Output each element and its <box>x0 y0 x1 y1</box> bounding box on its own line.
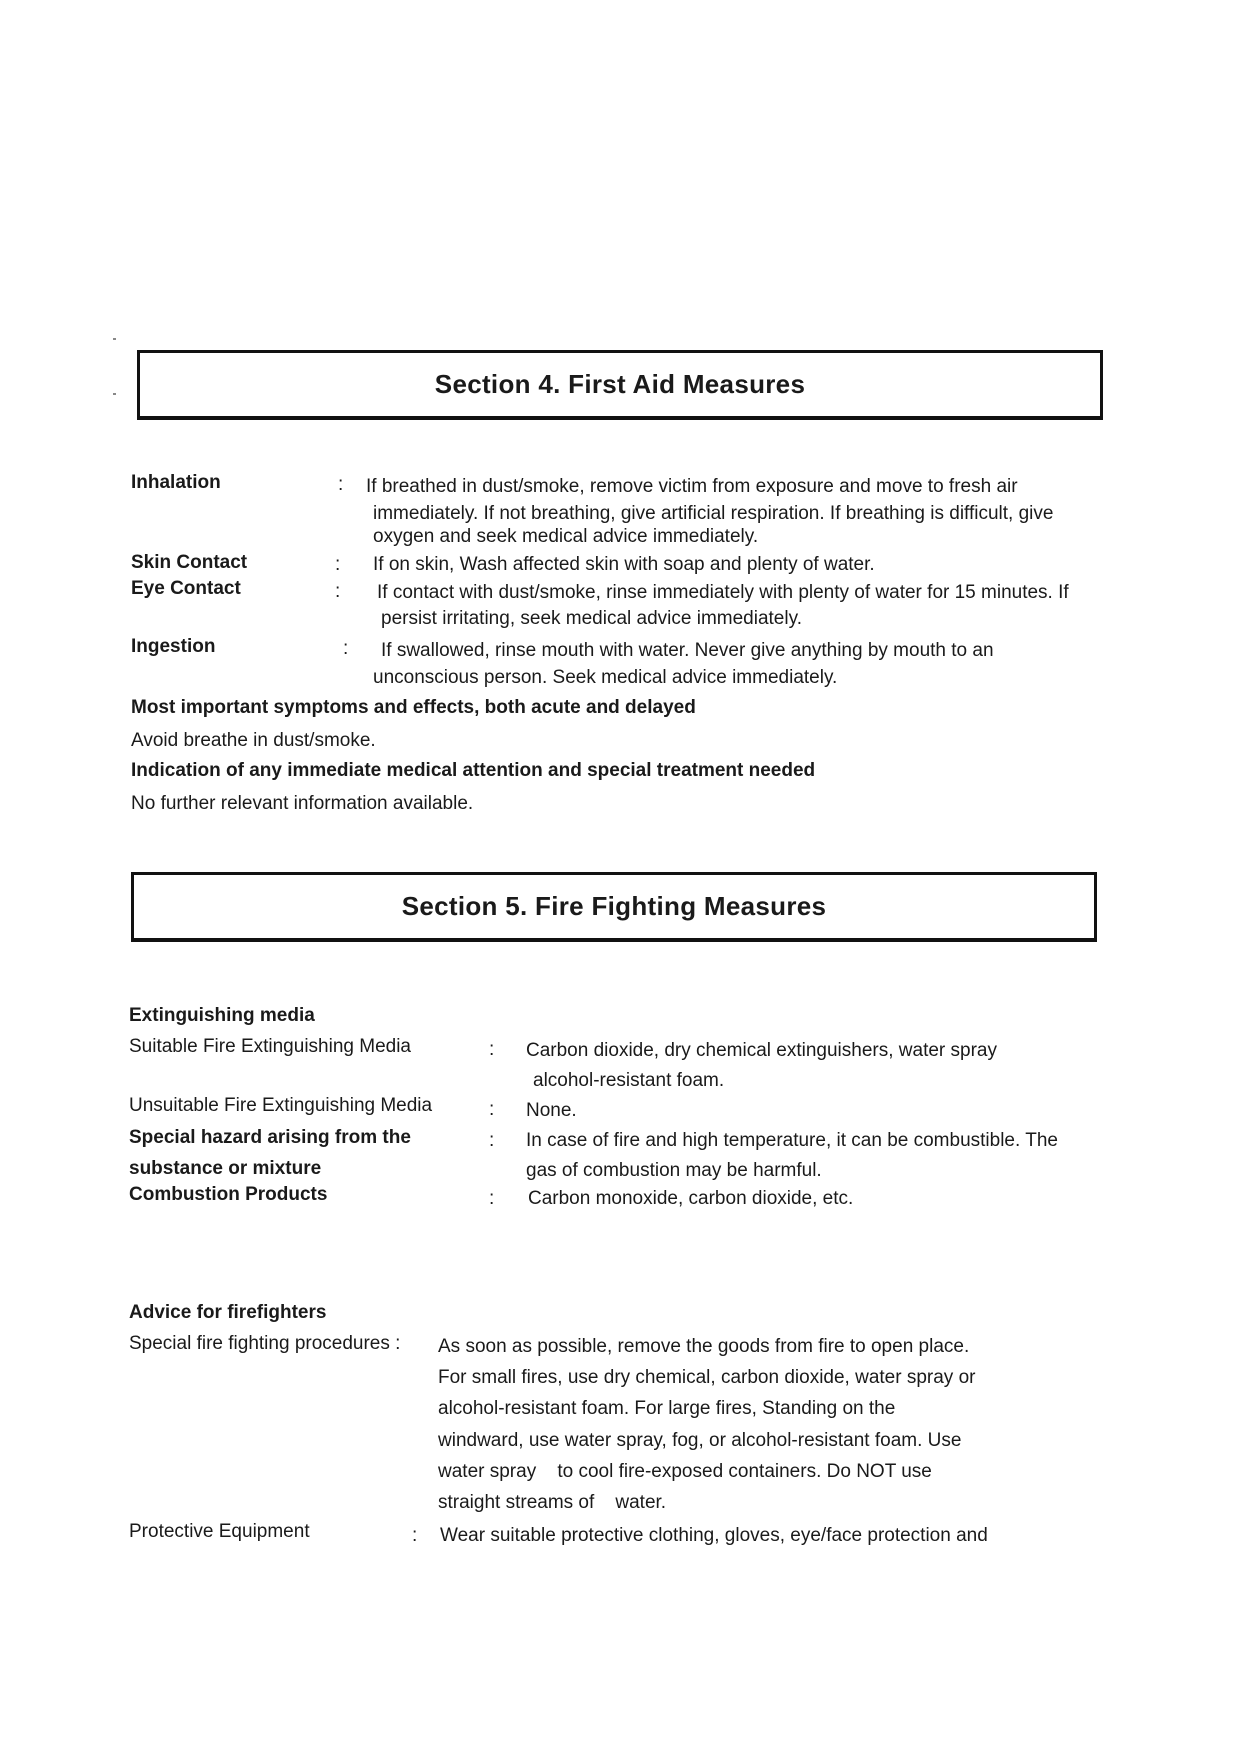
unsuitable-media-colon: : <box>489 1099 495 1120</box>
unsuitable-media-label: Unsuitable Fire Extinguishing Media <box>129 1095 433 1116</box>
suitable-media-text-line-2: alcohol-resistant foam. <box>533 1070 725 1091</box>
protective-equipment-label: Protective Equipment <box>129 1521 310 1542</box>
scan-speck <box>113 338 116 340</box>
special-hazard-text-line-1: In case of fire and high temperature, it can be combustible. The <box>526 1130 1058 1151</box>
inhalation-text-line-1: If breathed in dust/smoke, remove victim from exposure and move to fresh air <box>366 476 1018 497</box>
medical-attention-heading: Indication of any immediate medical attention and special treatment needed <box>131 760 816 781</box>
combustion-products-colon: : <box>489 1188 495 1209</box>
special-procedures-text-line-5: water spray to cool fire-exposed containers. Do NOT use <box>438 1461 932 1482</box>
symptoms-text: Avoid breathe in dust/smoke. <box>131 730 376 751</box>
suitable-media-text-line-1: Carbon dioxide, dry chemical extinguishers, water spray <box>526 1040 997 1061</box>
symptoms-heading: Most important symptoms and effects, both acute and delayed <box>131 697 696 718</box>
suitable-media-colon: : <box>489 1039 495 1060</box>
inhalation-colon: : <box>338 474 344 495</box>
section-5-title: Section 5. Fire Fighting Measures <box>401 891 827 921</box>
skin-contact-colon: : <box>335 554 341 575</box>
ingestion-label: Ingestion <box>131 636 216 657</box>
inhalation-label: Inhalation <box>131 472 221 493</box>
special-procedures-label: Special fire fighting procedures : <box>129 1333 401 1354</box>
protective-equipment-colon: : <box>412 1525 418 1546</box>
section-4-title: Section 4. First Aid Measures <box>434 369 806 399</box>
eye-contact-text-line-1: If contact with dust/smoke, rinse immediately with plenty of water for 15 minutes. If <box>377 582 1069 603</box>
special-procedures-text-line-4: windward, use water spray, fog, or alcohol-resistant foam. Use <box>438 1430 962 1451</box>
combustion-products-label: Combustion Products <box>129 1184 328 1205</box>
section-5-header-box <box>131 872 1097 942</box>
combustion-products-text: Carbon monoxide, carbon dioxide, etc. <box>528 1188 854 1209</box>
suitable-media-label: Suitable Fire Extinguishing Media <box>129 1036 411 1057</box>
protective-equipment-text: Wear suitable protective clothing, gloves, eye/face protection and <box>440 1525 988 1546</box>
inhalation-text-line-2: immediately. If not breathing, give artificial respiration. If breathing is difficult, give <box>373 503 1054 524</box>
skin-contact-label: Skin Contact <box>131 552 248 573</box>
special-hazard-label-line-2: substance or mixture <box>129 1158 322 1179</box>
special-procedures-text-line-3: alcohol-resistant foam. For large fires, Standing on the <box>438 1398 896 1419</box>
eye-contact-text-line-2: persist irritating, seek medical advice immediately. <box>381 608 802 629</box>
scan-speck <box>113 393 116 395</box>
eye-contact-colon: : <box>335 581 341 602</box>
special-procedures-text-line-1: As soon as possible, remove the goods from fire to open place. <box>438 1336 970 1357</box>
inhalation-text-line-3: oxygen and seek medical advice immediately. <box>373 526 759 547</box>
special-procedures-text-line-2: For small fires, use dry chemical, carbon dioxide, water spray or <box>438 1367 976 1388</box>
special-hazard-text-line-2: gas of combustion may be harmful. <box>526 1160 822 1181</box>
special-hazard-label-line-1: Special hazard arising from the <box>129 1127 411 1148</box>
advice-firefighters-heading: Advice for firefighters <box>129 1302 327 1323</box>
special-hazard-colon: : <box>489 1130 495 1151</box>
eye-contact-label: Eye Contact <box>131 578 241 599</box>
ingestion-colon: : <box>343 638 349 659</box>
ingestion-text-line-1: If swallowed, rinse mouth with water. Never give anything by mouth to an <box>381 640 994 661</box>
skin-contact-text: If on skin, Wash affected skin with soap and plenty of water. <box>373 554 875 575</box>
special-procedures-text-line-6: straight streams of water. <box>438 1492 667 1513</box>
section-4-header-box <box>137 350 1103 420</box>
ingestion-text-line-2: unconscious person. Seek medical advice immediately. <box>373 667 838 688</box>
extinguishing-media-heading: Extinguishing media <box>129 1005 315 1026</box>
medical-attention-text: No further relevant information available. <box>131 793 474 814</box>
unsuitable-media-text: None. <box>526 1100 577 1121</box>
